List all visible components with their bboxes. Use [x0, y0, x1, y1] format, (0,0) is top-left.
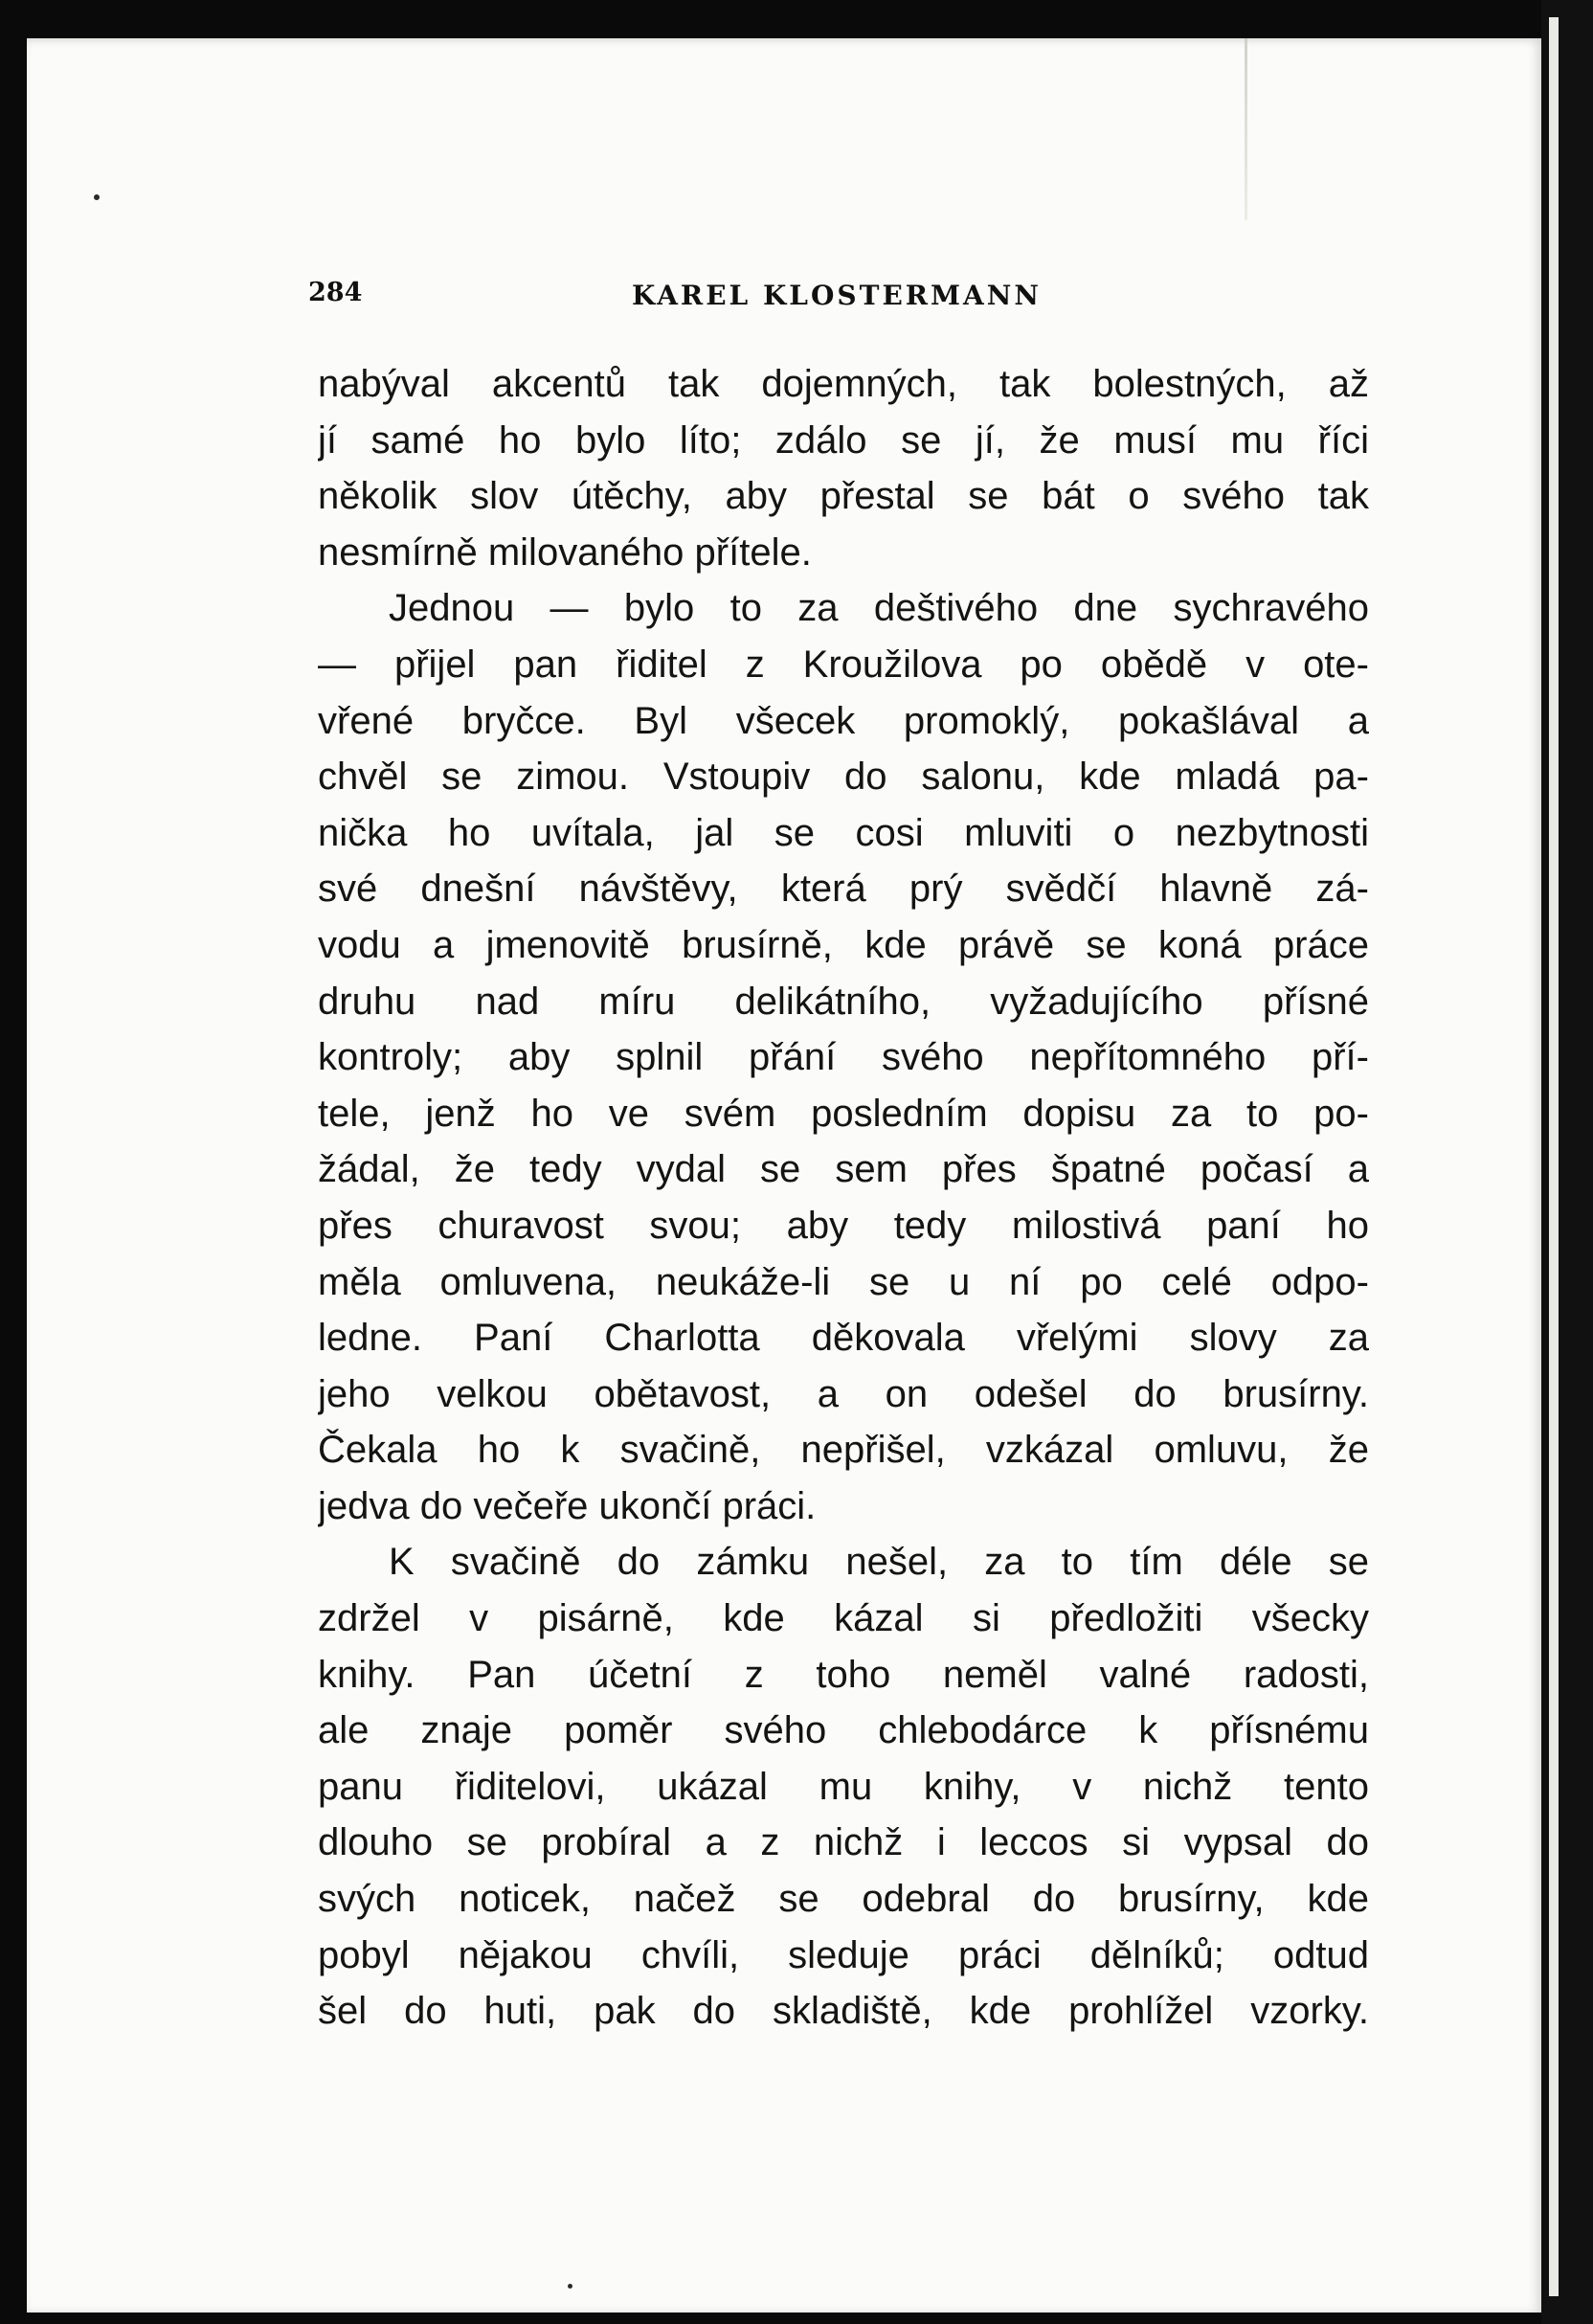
text-line: jeho velkou obětavost, a on odešel do brusírny. — [318, 1372, 1369, 1415]
text-line: K svačině do zámku nešel, za to tím déle se — [389, 1541, 1369, 1584]
text-line: — přijel pan řiditel z Kroužilova po obědě v ote- — [318, 643, 1369, 686]
dust-speck — [568, 2284, 572, 2289]
text-line: knihy. Pan účetní z toho neměl valné radosti, — [318, 1653, 1369, 1696]
text-line: Jednou — bylo to za deštivého dne sychravého — [389, 587, 1369, 630]
text-line: ledne. Paní Charlotta děkovala vřelými slovy za — [318, 1317, 1369, 1360]
text-line: vodu a jmenovitě brusírně, kde právě se koná práce — [318, 923, 1369, 966]
text-line: několik slov útěchy, aby přestal se bát o svého tak — [318, 475, 1369, 518]
text-line: panu řiditelovi, ukázal mu knihy, v nichž tento — [318, 1765, 1369, 1808]
dust-speck — [94, 194, 100, 200]
text-line: měla omluvena, neukáže-li se u ní po celé odpo- — [318, 1260, 1369, 1303]
text-line: vřené bryčce. Byl všecek promoklý, pokašlával a — [318, 699, 1369, 742]
text-line: zdržel v pisárně, kde kázal si předložiti všecky — [318, 1597, 1369, 1640]
text-line: šel do huti, pak do skladiště, kde prohlížel vzorky. — [318, 1990, 1369, 2033]
text-line: pobyl nějakou chvíli, sleduje práci dělníků; odtud — [318, 1933, 1369, 1976]
text-line: žádal, že tedy vydal se sem přes špatné počasí a — [318, 1148, 1369, 1191]
text-line: chvěl se zimou. Vstoupiv do salonu, kde mladá pa- — [318, 756, 1369, 799]
text-line: jedva do večeře ukončí práci. — [318, 1484, 817, 1527]
text-line: nesmírně milovaného přítele. — [318, 530, 812, 574]
text-line: svých noticek, načež se odebral do brusírny, kde — [318, 1878, 1369, 1921]
text-line: kontroly; aby splnil přání svého nepřítomného pří- — [318, 1036, 1369, 1079]
page-edge-strip — [1549, 17, 1559, 2296]
text-line: Čekala ho k svačině, nepřišel, vzkázal omluvu, že — [318, 1429, 1369, 1472]
text-line: nabýval akcentů tak dojemných, tak bolestných, až — [318, 363, 1369, 405]
text-line: přes churavost svou; aby tedy milostivá paní ho — [318, 1204, 1369, 1247]
page-number: 284 — [308, 278, 363, 307]
text-line: jí samé ho bylo líto; zdálo se jí, že musí mu říci — [318, 418, 1369, 462]
text-line: své dnešní návštěvy, která prý svědčí hlavně zá- — [318, 868, 1369, 911]
running-head: KAREL KLOSTERMANN — [632, 280, 1042, 311]
text-line: tele, jenž ho ve svém posledním dopisu za to po- — [318, 1092, 1369, 1135]
page-header — [308, 276, 1371, 324]
page-crease — [1245, 38, 1247, 220]
text-line: druhu nad míru delikátního, vyžadujícího přísné — [318, 980, 1369, 1023]
body-text — [318, 356, 1369, 2040]
text-line: ale znaje poměr svého chlebodárce k přísnému — [318, 1709, 1369, 1752]
text-line: nička ho uvítala, jal se cosi mluviti o nezbytnosti — [318, 811, 1369, 854]
text-line: dlouho se probíral a z nichž i leccos si vypsal do — [318, 1821, 1369, 1864]
